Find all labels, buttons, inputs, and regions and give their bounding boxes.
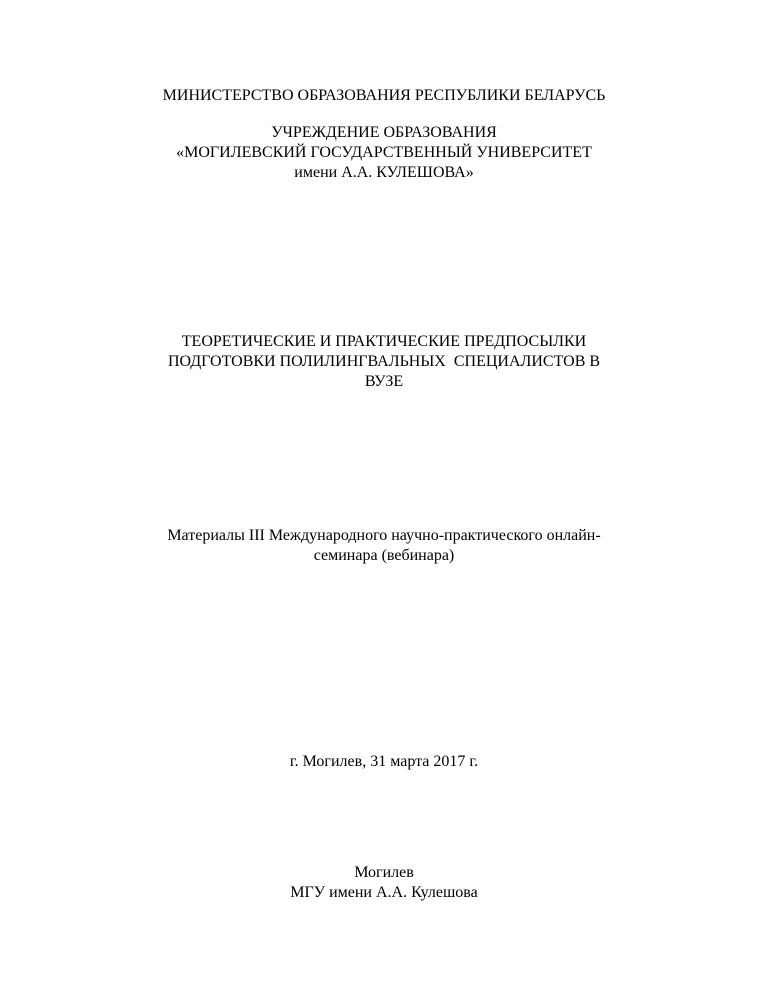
institution-line-3: имени А.А. КУЛЕШОВА» [294, 164, 474, 181]
publisher-city: Могилев [354, 864, 414, 881]
institution-line-2: «МОГИЛЕВСКИЙ ГОСУДАРСТВЕННЫЙ УНИВЕРСИТЕТ [176, 144, 592, 161]
publisher-block [0, 863, 768, 903]
document-title [0, 332, 768, 392]
institution-block [0, 123, 768, 183]
publisher-name: МГУ имени А.А. Кулешова [290, 884, 478, 901]
event-date: г. Могилев, 31 марта 2017 г. [289, 753, 479, 770]
title-line-1: ТЕОРЕТИЧЕСКИЕ И ПРАКТИЧЕСКИЕ ПРЕДПОСЫЛКИ [181, 333, 587, 350]
title-line-2: ПОДГОТОВКИ ПОЛИЛИНГВАЛЬНЫХ СПЕЦИАЛИСТОВ В [167, 353, 601, 370]
institution-line-1: УЧРЕЖДЕНИЕ ОБРАЗОВАНИЯ [271, 124, 497, 141]
materials-line-1: Материалы III Международного научно-практического онлайн- [167, 527, 601, 544]
materials-line-2: семинара (вебинара) [313, 547, 455, 564]
materials-subtitle [0, 526, 768, 566]
title-line-3: ВУЗЕ [364, 373, 404, 390]
ministry-heading: МИНИСТЕРСТВО ОБРАЗОВАНИЯ РЕСПУБЛИКИ БЕЛАРУСЬ [162, 87, 606, 104]
